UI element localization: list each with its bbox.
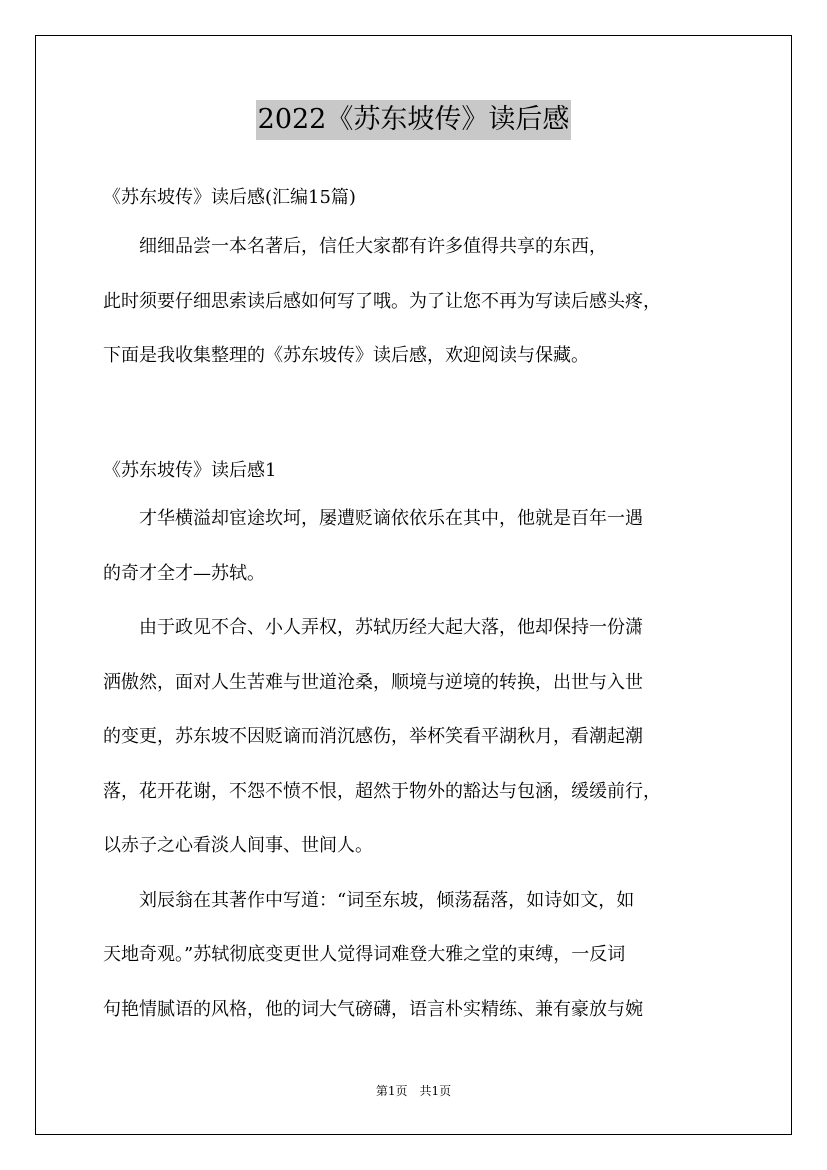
section-heading: 《苏东坡传》读后感1 xyxy=(103,460,277,481)
section-body xyxy=(103,492,743,1037)
title-container xyxy=(0,100,827,140)
body-line: 以赤子之心看淡人间事、世间人。 xyxy=(103,835,373,856)
intro-line: 细细品尝一本名著后，信任大家都有许多值得共享的东西， xyxy=(103,236,607,257)
body-line: 才华横溢却宦途坎坷，屡遭贬谪依依乐在其中，他就是百年一遇 xyxy=(103,508,643,529)
body-line: 的奇才全才—苏轼。 xyxy=(103,562,265,584)
intro-line: 下面是我收集整理的《苏东坡传》读后感，欢迎阅读与保藏。 xyxy=(103,345,589,366)
body-line: 刘辰翁在其著作中写道：“词至东坡，倾荡磊落，如诗如文，如 xyxy=(103,889,635,911)
document-subtitle: 《苏东坡传》读后感(汇编15篇) xyxy=(103,187,356,208)
intro-line: 此时须要仔细思索读后感如何写了哦。为了让您不再为写读后感头疼， xyxy=(103,290,661,312)
page-footer: 第1页 共1页 xyxy=(375,1084,452,1098)
body-line: 洒傲然，面对人生苦难与世道沧桑，顺境与逆境的转换，出世与入世 xyxy=(103,671,643,693)
body-line: 落，花开花谢，不怨不愤不恨，超然于物外的豁达与包涵，缓缓前行， xyxy=(103,780,661,802)
body-line: 句艳情腻语的风格，他的词大气磅礴，语言朴实精练、兼有豪放与婉 xyxy=(103,998,643,1020)
intro-paragraph xyxy=(103,220,743,384)
body-line: 的变更，苏东坡不因贬谪而消沉感伤，举杯笑看平湖秋月，看潮起潮 xyxy=(103,726,643,747)
document-title: 2022《苏东坡传》读后感 xyxy=(256,100,572,140)
body-line: 天地奇观。”苏轼彻底变更世人觉得词难登大雅之堂的束缚，一反词 xyxy=(103,944,626,965)
body-line: 由于政见不合、小人弄权，苏轼历经大起大落，他却保持一份潇 xyxy=(103,617,643,638)
